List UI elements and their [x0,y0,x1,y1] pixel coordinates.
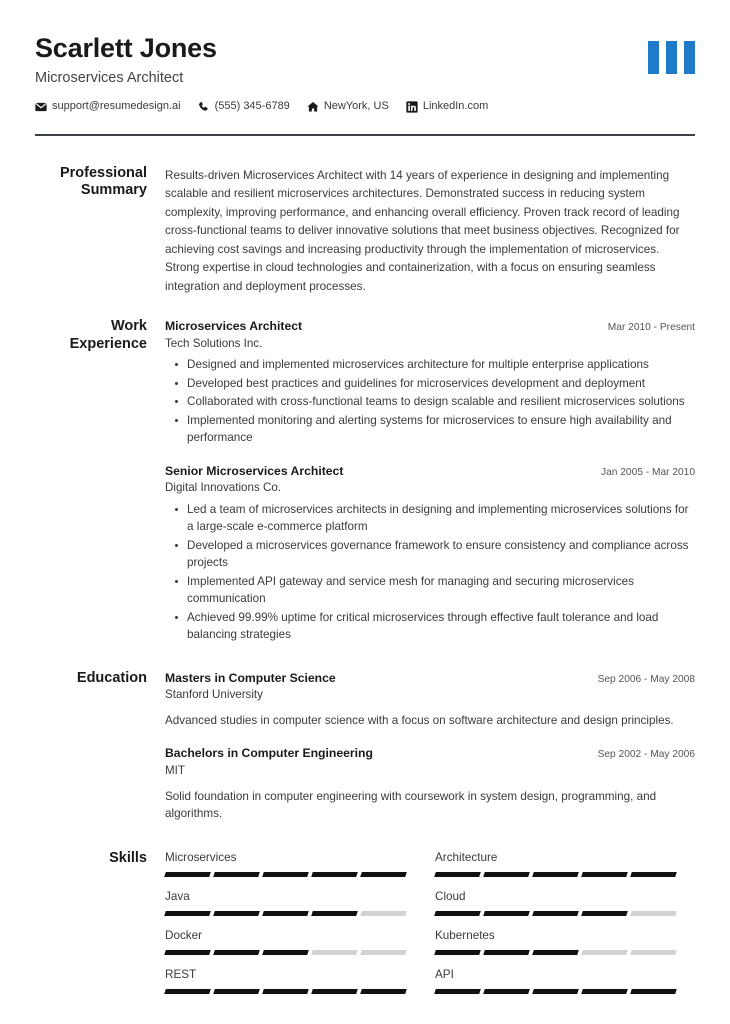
contact-email[interactable] [35,101,181,113]
skill-rating-bar [435,872,681,877]
resume-header [35,0,695,136]
education-entry-head [165,670,695,687]
skill-rating-bar [165,872,411,877]
skill-name: Architecture [435,850,498,864]
header-divider [35,134,695,136]
experience-bullet: Led a team of microservices architects in designing and implementing microservices solutions for a large-scale e-commerce platform [187,501,695,536]
logo-bar-1 [648,41,659,74]
skill-rating-bar [435,911,681,916]
section-label-skills [35,850,165,868]
education-entry-head [165,745,695,762]
section-skills [35,823,695,994]
candidate-name: Scarlett Jones [35,33,217,63]
experience-bullet: Designed and implemented microservices architecture for multiple enterprise applications [187,356,695,373]
summary-text: Results-driven Microservices Architect with 14 years of experience in designing and implementing scalable and resilient microservices architectures. Demonstrated success in reducing system complexity, improving performance, and enhancing overall efficiency. Proven track record of leading cross-functional teams to deliver innovative solutions that meet business objectives. Recognized for achieving cost savings and increasing productivity through the implementation of microservices. Strong expertise in cloud technologies and containerization, with a focus on ensuring seamless integration and deployment processes. [165,168,680,293]
skill-rating-segment [581,950,628,955]
experience-bullet: Implemented monitoring and alerting systems for microservices to ensure high availability and performance [187,412,695,447]
skill-rating-segment [434,872,481,877]
home-icon [307,101,319,113]
skill-rating-segment [164,911,211,916]
skill-name: Java [165,890,190,903]
linkedin-icon [406,101,418,113]
skill-rating-segment [262,989,309,994]
contact-linkedin-text: LinkedIn.com [422,100,489,113]
experience-bullet: Achieved 99.99% uptime for critical microservices through effective fault tolerance and load balancing strategies [187,609,695,644]
skill-rating-segment [360,950,407,955]
skill-rating-segment [164,989,211,994]
skill-rating-segment [213,872,260,877]
skill-rating-segment [532,872,579,877]
skill-rating-segment [483,911,530,916]
skill-rating-segment [262,911,309,916]
skill-rating-segment [581,989,628,994]
skill-rating-segment [311,872,358,877]
contact-email-text: support@resumedesign.ai [52,100,181,113]
contact-location[interactable] [307,101,389,113]
skill-item [165,890,411,916]
section-label-summary-line2: Summary [80,182,147,199]
experience-title: Senior Microservices Architect [165,463,344,478]
brand-logo [648,41,695,74]
skill-rating-segment [483,989,530,994]
section-label-summary [35,165,165,200]
skill-rating-segment [360,872,407,877]
skill-rating-bar [435,989,681,994]
experience-bullet: Collaborated with cross-functional teams to design scalable and resilient microservices solutions [187,393,695,410]
experience-bullet: Developed a microservices governance framework to ensure consistency and compliance across projects [187,537,695,572]
skill-rating-segment [532,989,579,994]
skill-rating-segment [164,872,211,877]
skill-item [435,929,681,955]
skill-rating-segment [262,872,309,877]
education-body [165,670,695,823]
contact-phone[interactable] [198,101,290,113]
experience-date: Mar 2010 - Present [607,322,695,334]
experience-entry [165,463,695,644]
skill-rating-bar [435,950,681,955]
skill-name: Cloud [435,890,466,903]
education-title: Masters in Computer Science [165,670,336,685]
skill-item [435,851,681,877]
skill-item [435,968,681,994]
skill-rating-segment [360,989,407,994]
experience-title: Microservices Architect [165,319,303,334]
skills-body [165,850,695,994]
education-date: Sep 2006 - May 2008 [597,673,695,685]
section-label-education [35,670,165,688]
education-description: Advanced studies in computer science with a focus on software architecture and design principles. [165,713,674,727]
skill-rating-segment [581,911,628,916]
logo-bar-3 [684,41,695,74]
skill-name: API [435,968,454,982]
skill-rating-segment [360,911,407,916]
education-description: Solid foundation in computer engineering with coursework in system design, programming, and algorithms. [165,789,657,821]
skill-rating-segment [483,872,530,877]
experience-body [165,318,695,645]
section-professional-summary [35,136,695,296]
skill-rating-segment [483,950,530,955]
skill-rating-segment [311,989,358,994]
education-org: MIT [165,764,185,778]
skill-rating-segment [213,911,260,916]
contact-phone-text: (555) 345-6789 [214,100,290,113]
experience-org: Digital Innovations Co. [165,481,281,495]
skill-rating-segment [434,950,481,955]
section-work-experience [35,296,695,645]
experience-bullet: Implemented API gateway and service mesh for managing and securing microservices communication [187,573,695,608]
education-date: Sep 2002 - May 2006 [597,749,695,761]
skill-rating-segment [630,872,677,877]
skill-item [435,890,681,916]
skill-rating-segment [213,950,260,955]
skill-rating-segment [434,989,481,994]
section-label-experience [35,318,165,353]
experience-entry-head [165,318,695,335]
experience-bullets [165,356,695,446]
skill-name: Docker [165,929,203,943]
education-entry [165,670,695,730]
section-label-skills-line1: Skills [109,849,147,866]
section-label-experience-line1: Work [111,318,147,335]
skill-rating-segment [311,950,358,955]
education-entry [165,745,695,823]
skills-grid [165,850,695,994]
skill-name: Kubernetes [435,929,495,943]
skill-item [165,851,411,877]
section-label-education-line1: Education [76,669,147,686]
skill-rating-segment [164,950,211,955]
section-label-experience-line2: Experience [69,335,147,352]
phone-icon [198,101,210,113]
candidate-job-title: Microservices Architect [35,69,184,86]
skill-item [165,929,411,955]
skill-rating-bar [165,989,411,994]
contact-row [35,101,695,113]
skill-rating-segment [262,950,309,955]
contact-location-text: NewYork, US [323,100,389,113]
skill-name: REST [165,968,197,982]
skill-rating-segment [311,911,358,916]
skill-name: Microservices [165,850,237,864]
experience-date: Jan 2005 - Mar 2010 [600,466,695,478]
experience-entry-head [165,463,695,480]
skill-rating-segment [630,989,677,994]
skill-rating-segment [581,872,628,877]
skill-rating-segment [434,911,481,916]
skill-rating-segment [532,911,579,916]
skill-item [165,968,411,994]
skill-rating-segment [213,989,260,994]
experience-bullets [165,501,695,644]
section-label-summary-line1: Professional [59,164,147,181]
skill-rating-segment [630,911,677,916]
summary-body [165,165,695,296]
education-org: Stanford University [165,688,263,702]
experience-org: Tech Solutions Inc. [165,336,263,350]
contact-linkedin[interactable] [406,101,488,113]
skill-rating-segment [630,950,677,955]
section-education [35,645,695,823]
skill-rating-bar [165,911,411,916]
education-title: Bachelors in Computer Engineering [165,746,373,761]
skill-rating-segment [532,950,579,955]
logo-bar-2 [666,41,677,74]
experience-bullet: Developed best practices and guidelines for microservices development and deployment [187,375,695,392]
experience-entry [165,318,695,447]
envelope-icon [35,101,47,113]
skill-rating-bar [165,950,411,955]
